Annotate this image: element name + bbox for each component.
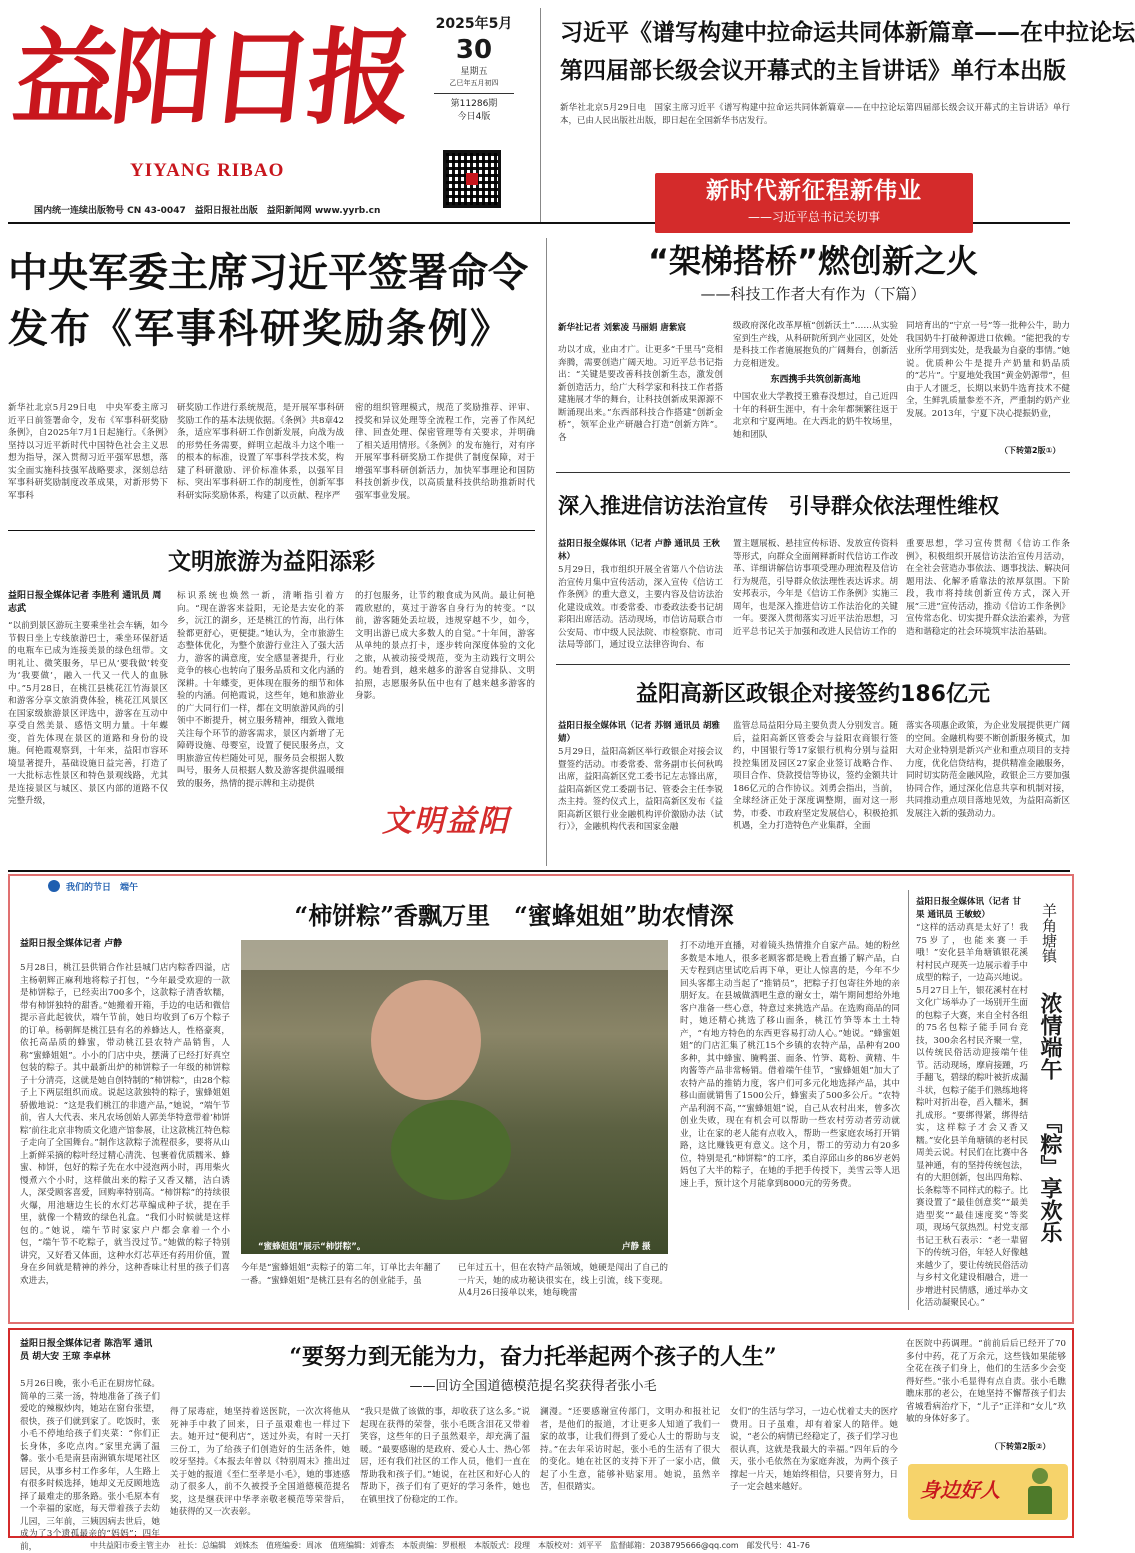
tourism-byline: 益阳日报全媒体记者 李胜利 通讯员 周志武 [8,591,162,614]
festival-photo-caption: “蜜蜂姐姐”展示“柿饼粽”。 [258,1242,366,1252]
petition-col2: 置主题展板、悬挂宣传标语、发放宣传资料等形式，向群众全面阐释新时代信访工作改革、详细讲解信访事项受理办理流程及信访行为规范，引导群众依法理性表达诉求。胡安邦表示，今年是《信访工作条例》实施三周年，也是深入推进信访工作法治化的关键一年。要深入贯彻落实习近平法治思想，习近平总书记关于加强和改进人民信访工作的 [733,539,898,637]
festival-side-byline: 益阳日报全媒体讯（记者 甘果 通讯员 王敏蛟） [916,897,1021,920]
festival-side-title [1034,896,1064,1252]
civilization-stamp: 文明益阳 [382,804,510,839]
festival-col2-under: 今年是“蜜蜂姐姐”卖粽子的第二年，订单比去年翻了一番。“蜜蜂姐姐”是桃江县有名的创业能手，虽 [241,1263,441,1286]
military-col3: 密的组织管理模式，规范了奖励推荐、评审、授奖和异议处理等全流程工作，完善了作风纪律、回查处理、保密管理等有关要求，并明确了相关适用情形。《条例》的发布施行，对有序开展军事科研奖励工作提供了制度保障，对于增强军事科研创新活力，加快军事理论和国防科技创新步伐，以高质量科技供给助推新时代强军事业发展。 [355,403,535,501]
festival-photo-credit: 卢静 摄 [622,1242,651,1252]
weekday: 星期五 [460,67,488,77]
worker-figure-icon [1026,1468,1054,1516]
tech-article [556,238,1070,304]
top-news-headline-line1: 习近平《谱写构建中拉命运共同体新篇章——在中拉论坛 [560,20,1135,46]
military-col1: 新华社北京5月29日电 中央军委主席习近平日前签署命令，发布《军事科研奖励条例》，自2025年7月1日起施行。《条例》坚持以习近平新时代中国特色社会主义思想为指导，深入贯彻习近平强军思想，落实全面实施科技强军战略要求，深刻总结军事科研奖励制度改革成果，对新形势下军事科 [8,403,168,501]
festival-side-title-place: 羊角塘镇 [1040,903,1058,963]
hero-col1: 5月26日晚，张小毛正在厨房忙碌。简单的三菜一汤，特地准备了孩子们爱吃的辣椒炒肉，她站在窗台张望，很快，孩子们就到家了。吃饭时，张小毛不停地给孩子们夹菜：“你们正长身体，多吃点肉。”家里充满了温馨。张小毛是南县南洲镇东堤尾社区居民，从事乡村工作多年，人生路上有很多时候选择，她却义无反顾地选择了最难走的那条路。张小毛原本有一个幸福的家庭，每天带着孩子去幼儿园，三年前，三姨因病去世后，她成为了3个遗孤最亲的“妈妈”；四年前， [20,1379,160,1552]
banner-subtitle: ——习近平总书记关切事 [747,210,880,224]
tech-subhead2: 东西携手共筑创新高地 [770,375,861,385]
good-people-tag [908,1464,1068,1520]
footer-line: 中共益阳市委主管主办 社长：总编辑 刘姝杰 值班编委：周冰 值班编辑：刘睿杰 本版责编：罗根根 本版版式：段理 本版校对：刘平平 监督邮箱：2038795666@qq.com 邮发代号：41-76 [90,1541,810,1550]
petition-col1: 5月29日，我市组织开展全省第八个信访法治宣传月集中宣传活动，深入宣传《信访工作条例》的重大意义，主要内容及信访法治化建设成效。市委常委、市委政法委书记胡彩阳出席活动。活动现场，市信访局联合市公安局、市中级人民法院、市检察院、市司法局等部门，通过设立法律咨询台、布 [558,565,723,650]
tech-headline: “架梯搭桥”燃创新之火 [647,242,979,280]
hero-col5: 女们”的生活与学习，一边心忧着丈夫的医疗费用。日子虽难，却有着家人的陪伴。她说，“老公的病情已经稳定了，孩子们学习也很认真，这就是我最大的幸福。”四年后的今天，张小毛依然在为家庭奔波，为两个孩子撑起一片天，她始终相信，只要肯努力，日子一定会越来越好。 [730,1407,898,1492]
good-people-label: 身边好人 [920,1478,1000,1502]
military-headline-line1: 中央军委主席习近平签署命令 [8,250,528,296]
festival-side-title-main: 浓情端午 [1037,992,1062,1080]
hero-col3: “我只是做了该做的事，却收获了这么多。”说起现在获得的荣誉，张小毛既含泪花又带着笑容，这些年的日子虽然艰辛，却充满了温暖。“最要感谢的是政府、爱心人士、热心邻居，还有我们社区的工作人员，他们一直在帮助我和孩子们。”她说，在社区和好心人的帮助下，孩子们有了更好的学习条件，她也在镇里找了份稳定的工作。 [360,1407,530,1505]
military-article [8,245,534,357]
tech-byline: 新华社记者 刘紫凌 马丽娟 唐紫宸 [558,323,686,333]
military-col2: 研奖励工作进行系统规范，是开展军事科研奖励工作的基本法规依据。《条例》共8章42条，适应军事科研工作创新发展，向战为战的形势任务需要，鲜明立起战斗力这个唯一的根本的标准，设置了军事科学技术奖，构建了科研激励、评价标准体系，以强军目标、突出军事科研工作的制度性，创新军事科研实际奖励体系，构建了以贡献、程序严 [177,403,344,501]
gaoxin-col1: 5月29日，益阳高新区举行政银企对接会议暨签约活动。市委常委、常务副市长何秋鸣出席，益阳高新区党工委书记左志锋出席，益阳高新区党工委副书记、管委会主任李锐杰主持。签约仪式上，益阳高新区发布《益阳高新区银行业金融机构评价激励办法（试行）》，金融机构代表和国家金融 [558,747,723,832]
festival-kicker-label: 我们的节日 端午 [66,882,139,893]
festival-col4: 打不动地开直播，对着镜头热情推介自家产品。她的粉丝多数是本地人，很多老顾客都是晚上看直播了解产品，白天专程到店里试吃后再下单，更让人惊喜的是，今年不少回头客都主动当起了“推销员”，把粽子打包寄往外地的亲朋好友。在县城做酒吧生意的谢女士，端午期间想给外地客户准备一些心意，特意过来挑选产品。在选购商品的同时，她还精心挑选了移山面条，桃江竹笋等本土土特产，“有地方特色的东西更容易打动人心。”她说。“蜂蜜姐姐”的门店汇集了桃江15个乡镇的农特产品，品种有200多种，其中蜂蜜、腌鸭蛋、面条、竹笋、葛粉、黄精、牛肉酱等产品非常畅销。借着端午佳节，“蜜蜂姐姐”加大了农特产品的推销力度，客户们可多元化地选择产品，其中移山面就销售了1500公斤，蜂蜜卖了500多公斤。“农特产品利润不高，”“蜜蜂姐姐”说，自己从农村出来，曾多次创业失败，现在有机会可以帮助一些农村劳动者劳动就业，让在家的老人能有点收入，帮助一些家庭农场打开销路，这比赚钱更有意义。这个月，帮工的劳动力有20多位，特别是孔“柿饼粽”的工序，柔自淳邱山乡的86岁老妈妈包了大半的粽子，在她的手把手传授下，美雪云等人迅速上手，预计这个月能拿到8000元的劳务费。 [680,941,900,1189]
hero-col6: 在医院中药调理。“前前后后已经开了70多付中药，花了万余元，这些钱如果能够全花在孩子们身上，他们的生活多少会变得好些。”张小毛显得有点自责。张小毛瞧瞧床那的老公，在她坚持不懈帮孩子们去省城看病治疗下，“儿子”正洋和“女儿”玖敏的身体好多了。 [906,1339,1066,1424]
masthead-title: 益阳日报 [7,16,413,139]
tourism-headline: 文明旅游为益阳添彩 [168,548,375,575]
qr-code-icon [443,150,501,208]
petition-byline: 益阳日报全媒体讯（记者 卢静 通讯员 王秋林） [558,539,720,562]
banner-title: 新时代新征程新伟业 [706,178,922,204]
masthead-pinyin: YIYANG RIBAO [130,160,285,181]
hero-subhead: ——回访全国道德模范提名奖获得者张小毛 [409,1379,657,1394]
military-headline-line2: 发布《军事科研奖励条例》 [8,306,512,352]
gaoxin-byline: 益阳日报全媒体讯（记者 苏钢 通讯员 胡雅婧） [558,721,720,744]
banner [655,173,973,233]
festival-side-title-sub: 『粽』享欢乐 [1037,1111,1062,1243]
tech-col2: 级政府深化改革厚植“创新沃土”……从实验室到生产线，从科研院所到产业园区，处处是科技工作者施展抱负的广阔舞台，创新活力竞相迸发。 [733,321,898,369]
gaoxin-col3: 落实各项惠企政策，为企业发展提供更广阔的空间。金融机构要不断创新服务模式，加大对企业特别是新兴产业和重点项目的支持力度，优化信贷结构，提供精准金融服务，同时切实防范金融风险，政银企三方要加强协同合作，通过深化信息共享和机制对接，共同推动重点项目落地见效，为益阳高新区发展注入新的强劲动力。 [906,721,1070,819]
page-count: 今日4版 [457,112,491,122]
festival-photo [241,940,668,1254]
lunar-date: 乙巳年五月初四 [449,79,499,87]
petition-headline: 深入推进信访法治宣传 引导群众依法理性维权 [558,494,999,518]
festival-col1: 5月28日，桃江县供销合作社县城门店内粽香四溢，店主杨朝辉正麻利地将粽子打包，“今年最受欢迎的一款是柿饼粽子，已经卖出700多个，这款粽子清香软糯，带有柿饼独特的甜香。”她搬着开箱，手边的电话和微信提示音此起彼伏，端午节前，她日均收到了6万个粽子的订单。杨朝辉是桃江县有名的养蜂达人，性格豪爽，依托高品质的蜂蜜，带动桃江县农特产品销售，人称“蜜蜂姐姐”。小小的门店中央，摆满了已经打好真空包装的粽子。其中最新出炉的柿饼粽子一年级的柿饼粽子十分清亮，这就是她自创特制的“柿饼粽”，由28个粽子上下两层组织而成。说起这款独特的粽子，蜜蜂姐姐骄傲地说：“这是我们桃江的非遗产品，”她说，“端午节前，省人大代表、来凡农场创始人郭美华特意带着‘柿饼粽’前往北京非物质文化遗产馆参展，让这款桃江特色粽子走向了全国舞台。”制作这款粽子流程很多，要将从山上新鲜采摘的粽叶经过精心清洗、包裹着优质糯米、蜂蜜、柿饼，包好的粽子先在水中浸泡两小时，再用柴火慢煮六个小时，这样做出来的粽子又香又糯，洁白诱人，深受顾客喜爱，回购率特别高。“柿饼粽”的持续很火爆，用池塘边生长的水灯芯草编成种子状，提在手里，就像一个精致的绿色礼盒。“我们小时候就是这样包的。”她说，端午节时家家户户都会拿着一个小包，“端午节不吃粽子，就当没过节。”她做的粽子特别讲究，又好看又体面，这种水灯芯草还有药用价值，置身在乡间就是精神的养分，这种香味让村里的孩子们喜欢进去， [20,963,230,1286]
day: 30 [455,35,493,65]
date-box [426,14,522,138]
top-news [560,14,1135,127]
tech-subhead: ——科技工作者大有作为（下篇） [700,285,926,303]
festival-byline: 益阳日报全媒体记者 卢静 [20,939,123,949]
festival-side-body: “这样的活动真是太好了！我75岁了，也能来赛一手哦！”安化县羊角塘镇银花溪村村民卢现英一边展示着手中成型的粽子，一边高兴地说。5月27日上午，银花溪村在村文化广场举办了一场别开生面的包粽子大赛，来自全村各组的75名包粽子能手同台竞技，300余名村民齐聚一堂，以传统民俗活动迎接端午佳节。活动现场，摩肩接踵，巧手翻飞，碧绿的粽叶被折成漏斗状，包粽子能手们熟练地将粽叶对折出卷，舀入糯米，捆扎成形。“要绑得紧，绑得结实，这样粽子才会又香又糯。”安化县羊角塘镇的老村民周美云说。村民们在比赛中各显神通，有的坚持传统包法，有的大胆创新，包出四角粽、长条粽等不同样式的粽子。比赛设置了“最佳创意奖”“最美造型奖”“最佳速度奖”等奖项，现场气氛热烈。村党支部书记王秋石表示：“老一辈留下的传统习俗，年轻人好像越来越少了，要让传统民俗活动与乡村文化建设相融合，进一步增进村民情感，通过举办文化活动凝聚民心。” [916,923,1028,1308]
tourism-col3: 的打包服务，让节约粮食成为风尚。最让何艳霞欣慰的，莫过于游客自身行为的转变。“以前，游客随处丢垃圾，违规穿越不少，如今，文明出游已成大多数人的自觉。”十年间，游客从单纯的景点打卡，逐步转向深度体验的文化之旅，从被动接受规范，变为主动践行文明公约。她看到，越来越多的游客自觉排队、文明拍照，志愿服务队伍中也有了越来越多游客的身影。 [355,591,535,701]
tourism-col1: “以前到景区游玩主要乘坐社会车辆，如今节假日坐上专线旅游巴士，乘坐环保舒适的电瓶车已成为连接美景的绿色纽带。文明礼让、微笑服务，早已从‘要我做’转变为‘我要做’，融入一代又一代人的血脉中。”5月28日，在桃江县桃花江竹海景区和游客分享文旅消费体验，桃花江风景区在国家级旅游景区评选中，游客在互动中享受自然美景、感悟文明力量。十年蝶变，首先体现在景区的道路和身份的设施。何艳霞观察到，十年来，益阳市容环境显著提升，基础设施日益完善，打造了一大批标志性景区和特色景观线路，尤其是连接景区与城区、景区内部的道路不仅完整升级， [8,621,168,806]
hero-byline: 益阳日报全媒体记者 陈浩军 通讯员 胡大安 王琼 李卓林 [20,1339,153,1362]
hero-col4: 澜漫。“还要感谢宣传部门，文明办和报社记者，是他们的报道，才让更多人知道了我们一家的故事，让我们得到了爱心人士的帮助与支持。”在去年采访时起，张小毛的生活有了很大的变化。她在社区的支持下开了一家小店，做起了小生意，能够补贴家用。她说，虽然辛苦，但很踏实。 [540,1407,720,1492]
tech-col2b: 中国农业大学教授王雅春没想过，自己近四十年的科研生涯中，有十余年都频繁往返于北京和宁夏两地。在大西北的奶牛牧场里，她和团队 [733,392,898,440]
year-month: 2025年5月 [435,16,513,32]
tech-col1: 功以才成，业由才广。让更多“千里马”竞相奔腾，需要创造广阔天地。习近平总书记指出：“关键是要改善科技创新生态，激发创新创造活力，给广大科学家和科技工作者搭建施展才华的舞台，让科技创新成果源源不断涌现出来。”东西部科技合作搭建“创新金桥”，领军企业产研融合打造“创新方阵”。各 [558,345,723,443]
issue-number: 第11286期 [450,99,498,109]
festival-kicker [48,878,138,894]
festival-kicker-icon [48,880,60,892]
gaoxin-headline: 益阳高新区政银企对接签约186亿元 [636,682,990,707]
masthead-info-line: 国内统一连续出版物号 CN 43-0047 益阳日报社出版 益阳新闻网 www.yyrb.cn [34,206,381,216]
hero-col2: 得了尿毒症，她坚持着送医院，一次次将他从死神手中救了回来，日子虽艰难也一样过下去。她开过“便利店”，送过外卖，有时一天打三份工，为了给孩子们创造好的生活条件，她咬牙坚持。《本报去年曾以《特别周末》推出过关于她的报道《至仁至孝是小毛》，她的事迹感动了很多人，前不久被授予全国道德模范提名奖，这是继获评中华孝亲敬老模范等荣誉后，她获得的又一次表彰。 [170,1407,350,1517]
hero-continued: （下转第2版②） [990,1442,1051,1451]
tech-continued: （下转第2版①） [1000,446,1061,455]
festival-col3-under: 已年过五十，但在农特产品领域，她硬是闯出了自己的一片天，她的成功秘诀很实在，线上引流，线下变现。从4月26日接单以来，她每晚雷 [458,1263,668,1298]
festival-headline: “柿饼粽”香飘万里 “蜜蜂姐姐”助农情深 [294,901,734,930]
gaoxin-col2: 监管总局益阳分局主要负责人分别发言。随后，益阳高新区管委会与益阳农商银行签约，中国银行等17家银行机构分别与益阳投控集团及园区27家企业签订战略合作、项目合作、贷款授信等协议，签约金额共计186亿元的合作协议。刘勇会指出，当前，全球经济正处于深度调整期，面对这一形势，市委、市政府坚定发展信心，积极抢抓机遇，全力打造特色产业集群，全面 [733,721,898,831]
top-news-lead: 新华社北京5月29日电 国家主席习近平《谱写构建中拉命运共同体新篇章——在中拉论坛第四届部长级会议开幕式的主旨讲话》单行本，已由人民出版社出版，即日起在全国新华书店发行。 [560,103,1070,126]
tech-col3: 同培育出的“宁京一号”等一批种公牛，助力我国奶牛打破种源进口依赖。“能把我的专业所学用到实处，是我最为自豪的事情。”她说。优质种公牛是提升产奶量和奶品质的“芯片”。宁夏地处我国“黄金奶源带”，但由于人才匮乏，长期以来奶牛选育技术不健全，生鲜乳质量参差不齐，严重制约奶产业发展。2013年，宁夏下决心提振奶业， [906,321,1070,419]
top-news-headline-line2: 第四届部长级会议开幕式的主旨讲话》单行本出版 [560,58,1066,84]
hero-headline: “要努力到无能为力，奋力托举起两个孩子的人生” [289,1344,777,1370]
petition-col3: 重要思想，学习宣传贯彻《信访工作条例》，积极组织开展信访法治宣传月活动，在全社会营造办事依法、遇事找法、解决问题用法、化解矛盾靠法的浓厚氛围。下阶段，我市将持续创新宣传方式，深入开展“三进”宣传活动，推动《信访工作条例》宣传常态化、切实提升群众法治素养，为营造和谐稳定的社会环境筑牢法治基础。 [906,539,1070,637]
tourism-col2: 标识系统也焕然一新，清晰指引着方向。“现在游客来益阳，无论是去安化的茶乡，沅江的湖乡，还是桃江的竹海，出行体验都更舒心，更便捷。”她认为，全市旅游生态整体优化，为整个旅游行业注入了强大活力，游客的满意度，安全感显著提升，行业竞争的核心也转向了服务品质和文化内涵的深耕。十年蝶变，更体现在服务的细节和体验的内涵。何艳霞说，这些年，她和旅游业的广大同行们一样，都在文明旅游风尚的引领中不断提升，树立服务精神，细致入微地关注每个环节的游客需求，景区内新增了无障碍设施、母婴室，设置了便民服务点，文明旅游宣传栏随处可见，服务员会根据人数叫号，服务人员根据人数及游客提供温暖细致的服务，热情的提示牌和主动提供 [177,591,344,789]
